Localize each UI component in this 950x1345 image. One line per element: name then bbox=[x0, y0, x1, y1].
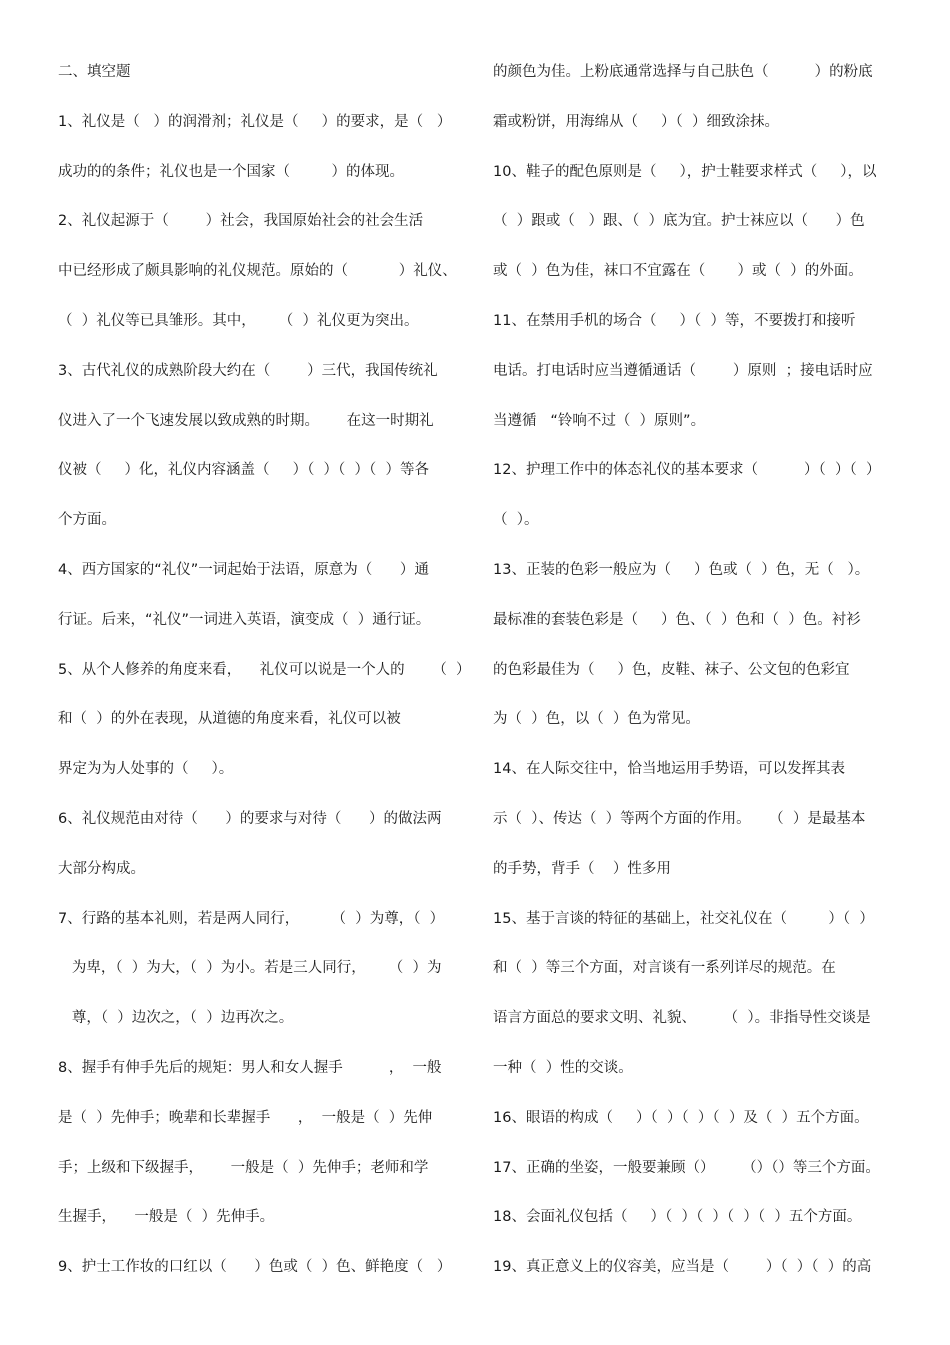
text-line: 手；上级和下级握手， 一般是（ ）先伸手；老师和学 bbox=[58, 1159, 429, 1176]
text-line: 二、填空题 bbox=[58, 64, 131, 80]
text-line: 19、真正意义上的仪容美，应当是（ ）（ ）（ ）的高 bbox=[493, 1259, 872, 1276]
text-line: 13、正装的色彩一般应为（ ）色或（ ）色，无（ ）。 bbox=[493, 561, 870, 578]
text-line: 界定为为人处事的（ ）。 bbox=[58, 761, 234, 778]
text-line: 2、礼仪起源于（ ）社会，我国原始社会的社会生活 bbox=[58, 213, 424, 230]
text-line: 仪进入了一个飞速发展以致成熟的时期。 在这一时期礼 bbox=[58, 412, 434, 429]
text-line: 为卑，（ ）为大，（ ）为小。若是三人同行， （ ）为 bbox=[58, 960, 442, 977]
text-line: 12、护理工作中的体态礼仪的基本要求（ ）（ ）（ ） bbox=[493, 462, 881, 479]
text-line: 仪被（ ）化，礼仪内容涵盖（ ）（ ）（ ）（ ）等各 bbox=[58, 462, 429, 479]
text-line: 电话。打电话时应当遵循通话（ ）原则 ；接电话时应 bbox=[493, 362, 873, 379]
text-line: 10、鞋子的配色原则是（ ），护士鞋要求样式（ ），以 bbox=[493, 163, 877, 180]
text-line: 的色彩最佳为（ ）色，皮鞋、袜子、公文包的色彩宜 bbox=[493, 661, 850, 678]
text-line: 7、行路的基本礼则，若是两人同行， （ ）为尊，（ ） bbox=[58, 910, 445, 927]
text-line: 个方面。 bbox=[58, 512, 116, 529]
text-line: 4、西方国家的“礼仪”一词起始于法语，原意为（ ）通 bbox=[58, 561, 429, 578]
text-line: 18、会面礼仪包括（ ）（ ）（ ）（ ）（ ）五个方面。 bbox=[493, 1209, 862, 1226]
left-column bbox=[58, 48, 471, 1293]
text-line: 的颜色为佳。上粉底通常选择与自己肤色（ ）的粉底 bbox=[493, 64, 873, 80]
text-line: 当遵循 “铃响不过（ ）原则”。 bbox=[493, 412, 706, 429]
text-line: 的手势，背手（ ）性多用 bbox=[493, 860, 671, 877]
text-line: （ ）礼仪等已具雏形。其中， （ ）礼仪更为突出。 bbox=[58, 312, 419, 329]
text-line: 3、古代礼仪的成熟阶段大约在（ ）三代，我国传统礼 bbox=[58, 362, 438, 379]
text-line: 9、护士工作妆的口红以（ ）色或（ ）色、鲜艳度（ ） bbox=[58, 1259, 452, 1276]
text-line: 15、基于言谈的特征的基础上，社交礼仪在（ ）（ ） bbox=[493, 910, 874, 927]
text-line: 和（ ）等三个方面，对言谈有一系列详尽的规范。在 bbox=[493, 960, 836, 977]
text-line: 行证。后来，“礼仪”一词进入英语，演变成（ ）通行证。 bbox=[58, 611, 431, 628]
text-line: 或（ ）色为佳，袜口不宜露在（ ）或（ ）的外面。 bbox=[493, 263, 863, 280]
text-line: 16、眼语的构成（ ）（ ）（ ）（ ）及（ ）五个方面。 bbox=[493, 1109, 869, 1126]
right-column bbox=[493, 48, 898, 1293]
text-line: 14、在人际交往中，恰当地运用手势语，可以发挥其表 bbox=[493, 761, 845, 778]
text-line: 大部分构成。 bbox=[58, 860, 145, 877]
text-line: 是（ ）先伸手；晚辈和长辈握手 ， 一般是（ ）先伸 bbox=[58, 1109, 433, 1126]
text-line: 尊，（ ）边次之，（ ）边再次之。 bbox=[58, 1010, 294, 1027]
text-line: （ ）跟或（ ）跟、（ ）底为宜。护士袜应以（ ）色 bbox=[493, 213, 865, 230]
text-line: 中已经形成了颇具影响的礼仪规范。原始的（ ）礼仪、 bbox=[58, 263, 457, 280]
text-line: 和（ ）的外在表现，从道德的角度来看，礼仪可以被 bbox=[58, 711, 401, 728]
text-line: 6、礼仪规范由对待（ ）的要求与对待（ ）的做法两 bbox=[58, 810, 442, 827]
text-line: 11、在禁用手机的场合（ ）（ ）等，不要拨打和接听 bbox=[493, 312, 856, 329]
text-line: 5、从个人修养的角度来看， 礼仪可以说是一个人的 （ ） bbox=[58, 661, 471, 678]
text-line: 1、礼仪是（ ）的润滑剂；礼仪是（ ）的要求，是（ ） bbox=[58, 113, 452, 130]
text-line: 生握手， 一般是（ ）先伸手。 bbox=[58, 1209, 275, 1226]
text-line: 语言方面总的要求文明、礼貌、 （ ）。非指导性交谈是 bbox=[493, 1010, 871, 1027]
text-line: 示（ ）、传达（ ）等两个方面的作用。 （ ）是最基本 bbox=[493, 810, 866, 827]
text-line: 一种（ ）性的交谈。 bbox=[493, 1059, 633, 1076]
text-line: 成功的的条件；礼仪也是一个国家（ ）的体现。 bbox=[58, 163, 404, 180]
text-line: 8、握手有伸手先后的规矩：男人和女人握手 ， 一般 bbox=[58, 1059, 442, 1076]
text-line: 霜或粉饼，用海绵从（ ）（ ）细致涂抹。 bbox=[493, 113, 780, 130]
text-line: 为（ ）色，以（ ）色为常见。 bbox=[493, 711, 700, 728]
text-line: 17、正确的坐姿，一般要兼顾（） （）（）等三个方面。 bbox=[493, 1159, 880, 1176]
text-line: 最标准的套装色彩是（ ）色、（ ）色和（ ）色。衬衫 bbox=[493, 611, 861, 628]
text-line: （ ）。 bbox=[493, 512, 539, 529]
